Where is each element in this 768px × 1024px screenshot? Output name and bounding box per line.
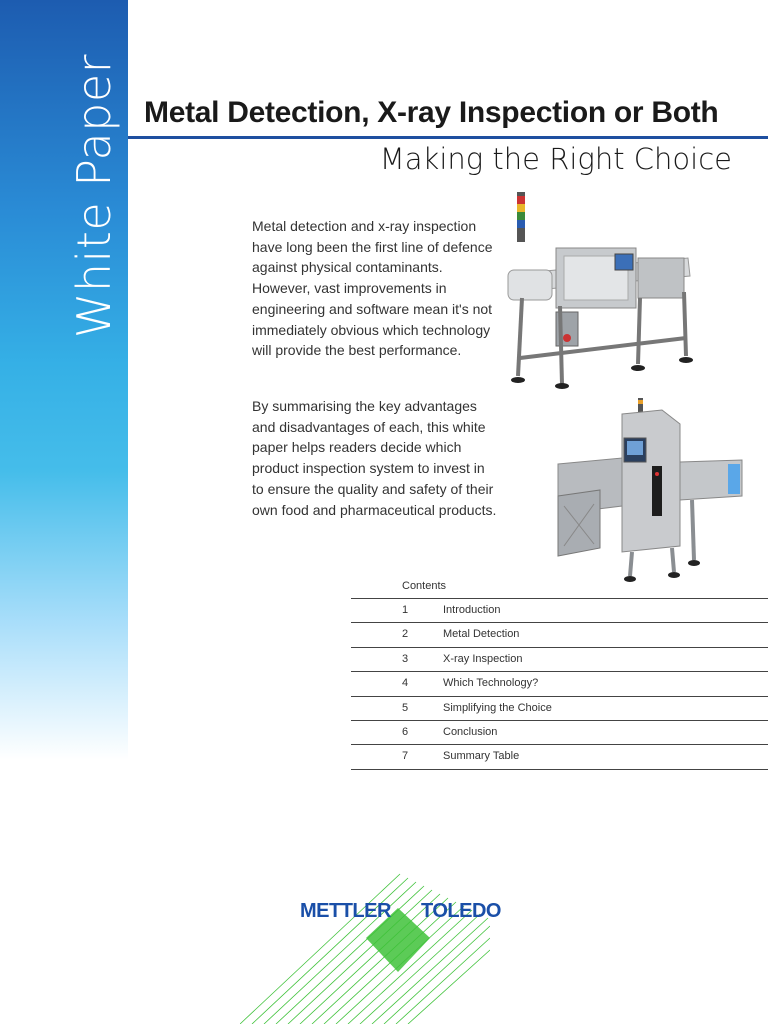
contents-row <box>351 623 768 647</box>
intro-paragraph-2: By summarising the key advantages and disadvantages of each, this white paper helps readers decide which product inspection system to invest in to ensure the quality and safety of their own food and pharmaceutical products. <box>252 398 497 518</box>
contents-row <box>351 697 768 721</box>
contents-label: Introduction <box>443 604 501 616</box>
contents-number: 4 <box>402 677 409 690</box>
contents-heading: Contents <box>402 580 447 592</box>
contents-number: 1 <box>402 604 409 616</box>
intro-paragraph-1: Metal detection and x-ray inspection have long been the first line of defence against physical contaminants. However, vast improvements in engineering and software mean it's not immediately obvious which technology will provide the best performance. <box>252 218 493 359</box>
title-divider <box>128 136 768 139</box>
contents-label: Which Technology? <box>443 677 539 690</box>
contents-row <box>351 721 768 745</box>
document-type-label: White Paper <box>67 53 121 339</box>
contents-label: Metal Detection <box>443 628 520 641</box>
contents-number: 5 <box>402 701 409 714</box>
contents-row <box>351 599 768 623</box>
contents-table <box>351 598 768 770</box>
logo-line-graphic <box>240 868 490 1024</box>
contents-label: X-ray Inspection <box>443 652 523 665</box>
contents-label: Simplifying the Choice <box>443 701 552 714</box>
contents-row <box>351 672 768 696</box>
metal-detector-image <box>500 188 700 393</box>
contents-row <box>351 648 768 672</box>
contents-label: Conclusion <box>443 725 498 738</box>
page-title: Metal Detection, X-ray Inspection or Both <box>144 96 719 129</box>
contents-number: 3 <box>402 652 409 665</box>
contents-number: 2 <box>402 628 409 641</box>
logo-wordmark-right: TOLEDO <box>421 900 501 922</box>
contents-number: 6 <box>402 725 409 738</box>
sidebar-banner <box>0 0 128 760</box>
contents-row <box>351 745 768 769</box>
contents-label: Summary Table <box>443 750 520 763</box>
logo-wordmark-left: METTLER <box>300 900 391 922</box>
page-subtitle: Making the Right Choice <box>379 142 732 176</box>
xray-inspection-image <box>552 396 748 586</box>
contents-number: 7 <box>402 750 409 763</box>
